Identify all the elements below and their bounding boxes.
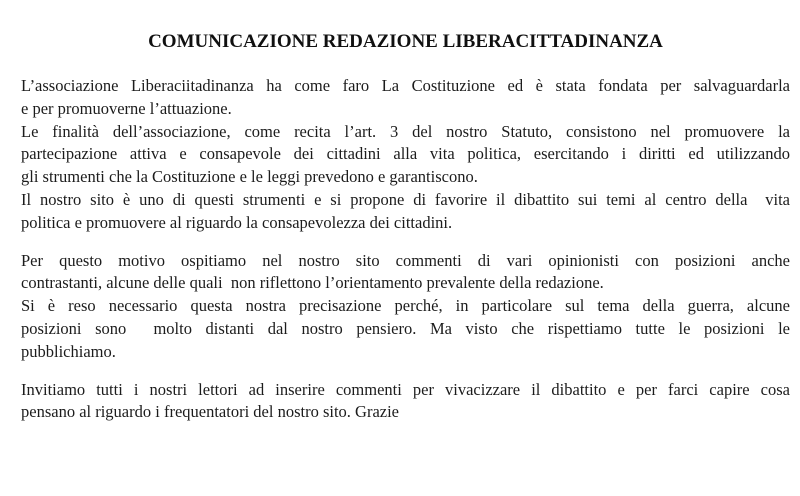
page-title: COMUNICAZIONE REDAZIONE LIBERACITTADINANZA bbox=[148, 31, 663, 52]
text-line: e per promuoverne l’attuazione. bbox=[21, 98, 232, 118]
text-line: L’associazione Liberaciitadinanza ha come faro La Costituzione ed è stata fondata per salvaguardarla bbox=[21, 76, 790, 95]
text-line: contrastanti, alcune delle quali non riflettono l’orientamento prevalente della redazione. bbox=[21, 273, 604, 293]
text-line: Per questo motivo ospitiamo nel nostro sito commenti di vari opinionisti con posizioni anche bbox=[21, 250, 790, 270]
text-line: pensano al riguardo i frequentatori del nostro sito. Grazie bbox=[21, 402, 400, 422]
text-line: Il nostro sito è uno di questi strumenti e si propone di favorire il dibattito sui temi al centro della vita bbox=[21, 189, 790, 209]
text-line: Le finalità dell’associazione, come recita l’art. 3 del nostro Statuto, consistono nel promuovere la bbox=[21, 121, 790, 141]
text-line: politica e promuovere al riguardo la consapevolezza dei cittadini. bbox=[21, 212, 453, 232]
document-page bbox=[0, 30, 800, 424]
text-line: gli strumenti che la Costituzione e le leggi prevedono e garantiscono. bbox=[21, 167, 478, 187]
paragraph-block bbox=[21, 250, 790, 364]
text-line: Invitiamo tutti i nostri lettori ad inserire commenti per vivacizzare il dibattito e per farci capire cosa bbox=[21, 379, 790, 399]
text-line: posizioni sono molto distanti dal nostro pensiero. Ma visto che rispettiamo tutte le posizioni le bbox=[21, 318, 790, 338]
text-line: Si è reso necessario questa nostra precisazione perché, in particolare sul tema della guerra, alcune bbox=[21, 296, 790, 316]
paragraph-block bbox=[21, 379, 790, 425]
text-line: partecipazione attiva e consapevole dei cittadini alla vita politica, esercitando i diritti ed utilizzando bbox=[21, 144, 790, 164]
text-line: pubblichiamo. bbox=[21, 341, 116, 361]
paragraph-block bbox=[21, 75, 790, 235]
